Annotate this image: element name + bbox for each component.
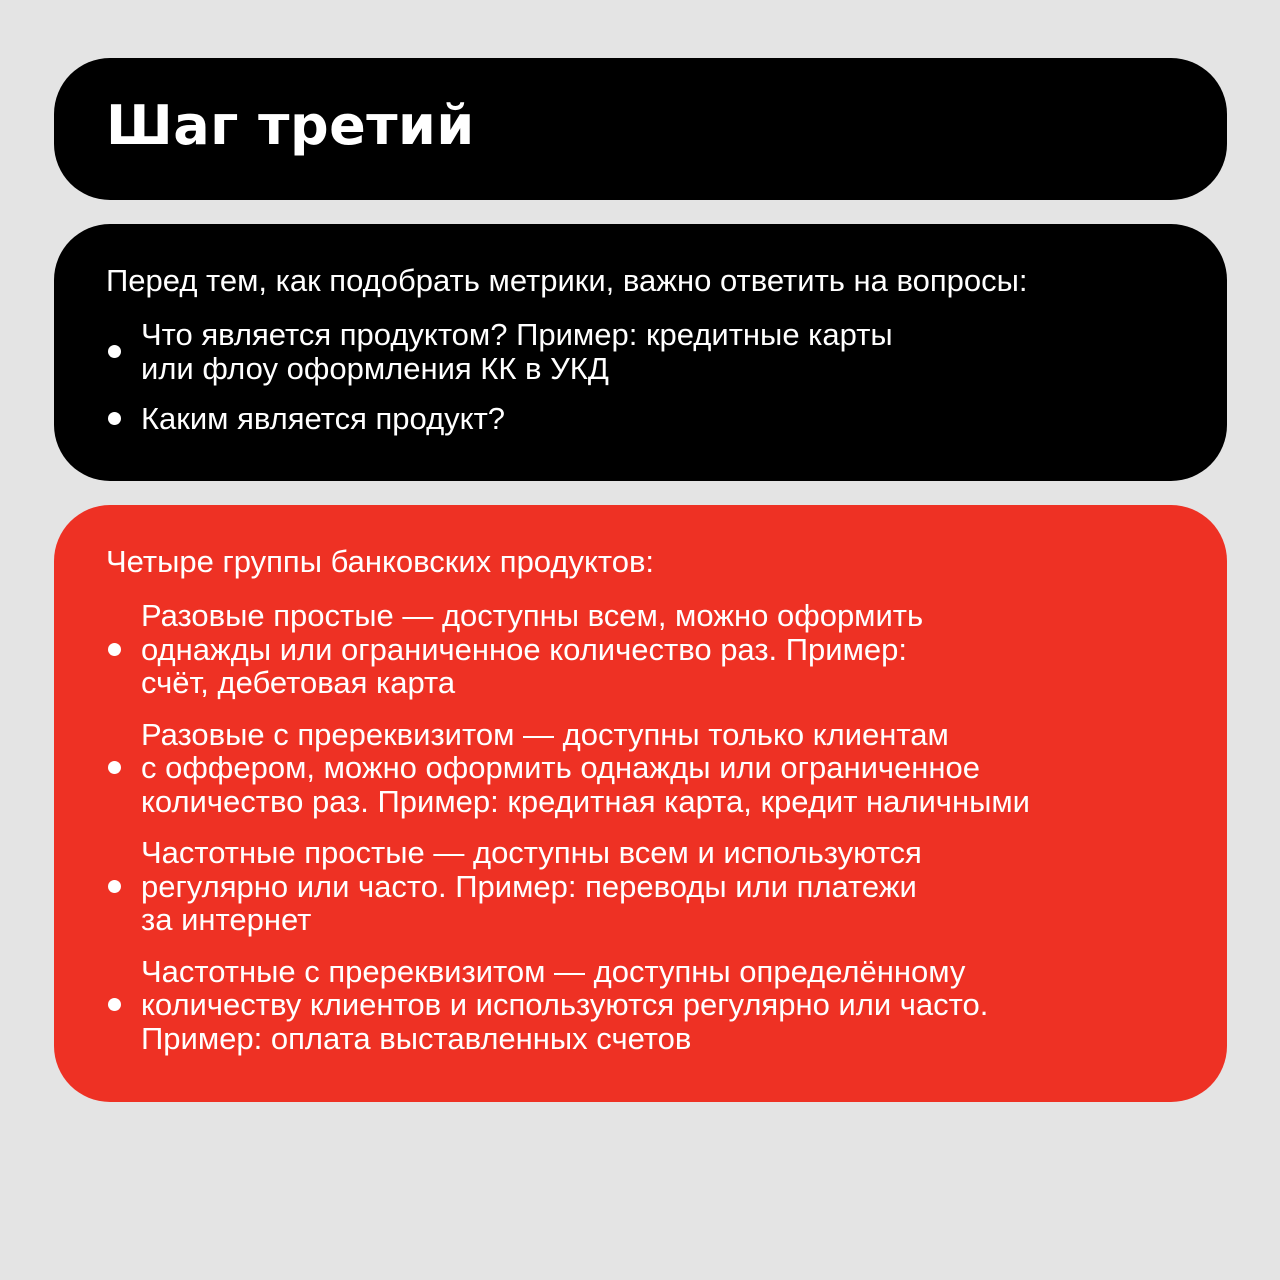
product-groups-card (54, 505, 1227, 1102)
bullet-icon (108, 998, 121, 1011)
bullet-icon (108, 412, 121, 425)
list-item (106, 718, 1030, 819)
list-item-text: Каким является продукт? (141, 401, 506, 436)
questions-intro: Перед тем, как подобрать метрики, важно ответить на вопросы: (106, 263, 1028, 298)
list-item (106, 402, 893, 436)
groups-list (106, 599, 1030, 1073)
list-item (106, 836, 1030, 937)
list-item-text: Разовые простые — доступны всем, можно оформить однажды или ограниченное количество раз. Пример: счёт, дебетовая карта (141, 598, 924, 700)
bullet-icon (108, 761, 121, 774)
list-item-text: Что является продуктом? Пример: кредитные карты или флоу оформления КК в УКД (141, 317, 893, 386)
bullet-icon (108, 880, 121, 893)
groups-intro: Четыре группы банковских продуктов: (106, 544, 655, 579)
questions-list (106, 318, 893, 453)
questions-card (54, 224, 1227, 481)
page-title: Шаг третий (106, 94, 475, 157)
list-item (106, 599, 1030, 700)
list-item (106, 318, 893, 385)
list-item-text: Частотные простые — доступны всем и используются регулярно или часто. Пример: переводы или платежи за интернет (141, 835, 922, 937)
list-item-text: Разовые с пререквизитом — доступны только клиентам с оффером, можно оформить однажды или ограниченное количество раз. Пример: кредитная карта, кредит наличными (141, 716, 1030, 819)
list-item (106, 955, 1030, 1056)
title-card (54, 58, 1227, 200)
bullet-icon (108, 643, 121, 656)
bullet-icon (108, 345, 121, 358)
list-item-text: Частотные с пререквизитом — доступны определённому количеству клиентов и используются регулярно или часто. Пример: оплата выставленных счетов (141, 953, 989, 1056)
